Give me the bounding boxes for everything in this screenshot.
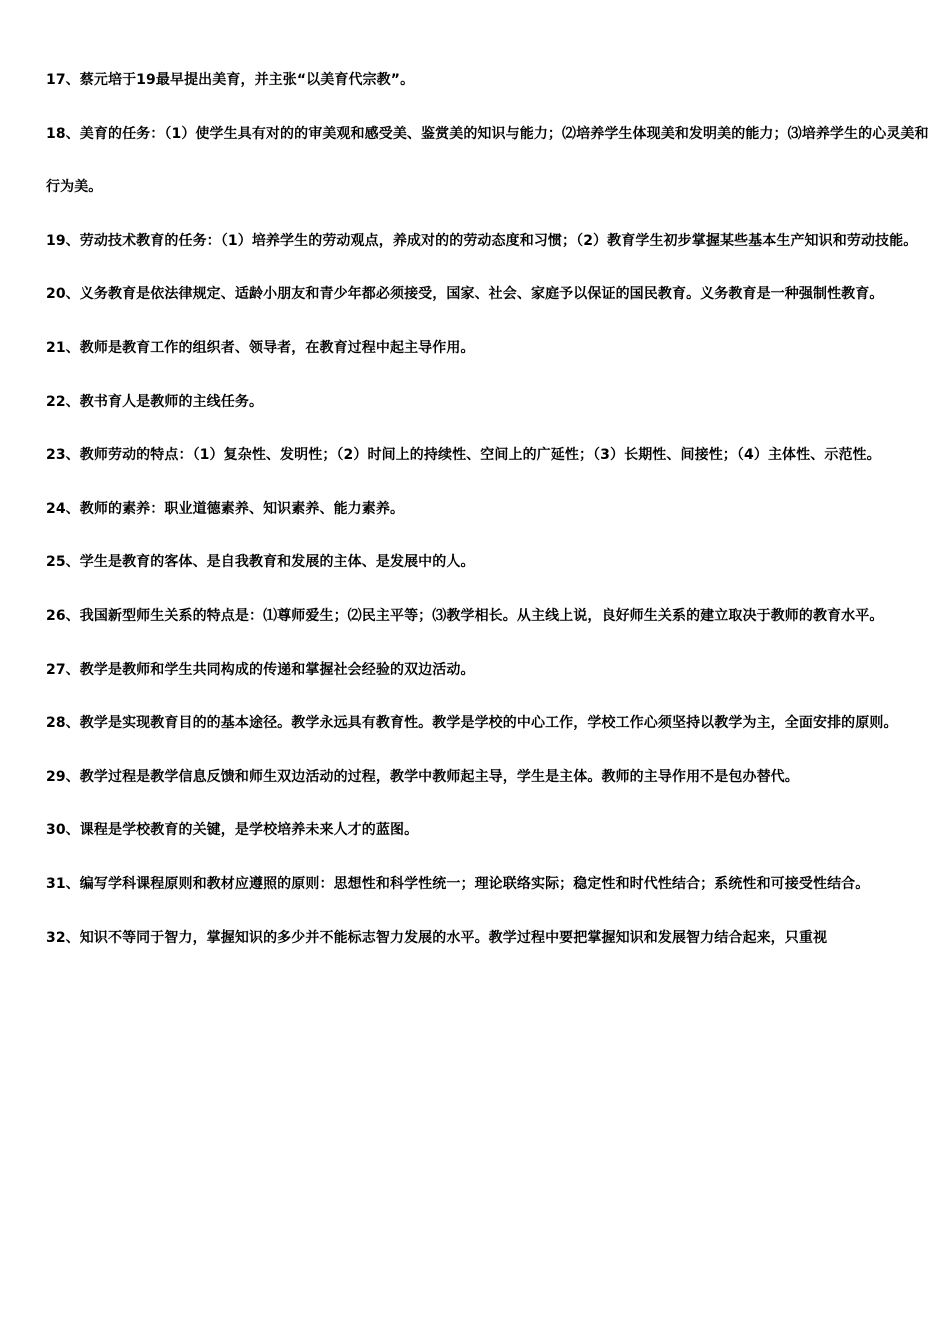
list-item-20: 20、义务教育是依法律规定、适龄小朋友和青少年都必须接受，国家、社会、家庭予以保证的国民教育。义务教育是一种强制性教育。 [46, 286, 884, 303]
list-item-27: 27、教学是教师和学生共同构成的传递和掌握社会经验的双边活动。 [46, 661, 475, 678]
list-item-29: 29、教学过程是教学信息反馈和师生双边活动的过程，教学中教师起主导，学生是主体。教师的主导作用不是包办替代。 [46, 768, 799, 785]
list-item-17: 17、蔡元培于19最早提出美育，并主张“以美育代宗教”。 [46, 72, 415, 88]
list-item-31: 31、编写学科课程原则和教材应遵照的原则：思想性和科学性统一；理论联络实际；稳定性和时代性结合；系统性和可接受性结合。 [46, 875, 870, 892]
list-item-28: 28、教学是实现教育目的的基本途径。教学永远具有教育性。教学是学校的中心工作，学校工作心须坚持以教学为主，全面安排的原则。 [46, 715, 898, 732]
list-item-19: 19、劳动技术教育的任务：（1）培养学生的劳动观点，养成对的的劳动态度和习惯；（2）教育学生初步掌握某些基本生产知识和劳动技能。 [46, 232, 918, 249]
list-item-25: 25、学生是教育的客体、是自我教育和发展的主体、是发展中的人。 [46, 554, 475, 571]
list-item-23: 23、教师劳动的特点：（1）复杂性、发明性；（2）时间上的持续性、空间上的广延性；（3）长期性、间接性；（4）主体性、示范性。 [46, 447, 881, 464]
list-item-21: 21、教师是教育工作的组织者、领导者，在教育过程中起主导作用。 [46, 339, 475, 356]
document-page [46, 54, 930, 965]
list-item-24: 24、教师的素养：职业道德素养、知识素养、能力素养。 [46, 500, 405, 517]
list-item-18: 18、美育的任务：（1）使学生具有对的的审美观和感受美、鉴赏美的知识与能力；⑵培养学生体现美和发明美的能力；⑶培养学生的心灵美和行为美。 [46, 125, 929, 196]
list-item-30: 30、课程是学校教育的关键，是学校培养未来人才的蓝图。 [46, 822, 419, 839]
list-item-32: 32、知识不等同于智力，掌握知识的多少并不能标志智力发展的水平。教学过程中要把掌握知识和发展智力结合起来，只重视 [46, 929, 828, 946]
list-item-26: 26、我国新型师生关系的特点是：⑴尊师爱生；⑵民主平等；⑶教学相长。从主线上说，良好师生关系的建立取决于教师的教育水平。 [46, 607, 884, 624]
list-item-22: 22、教书育人是教师的主线任务。 [46, 393, 264, 410]
